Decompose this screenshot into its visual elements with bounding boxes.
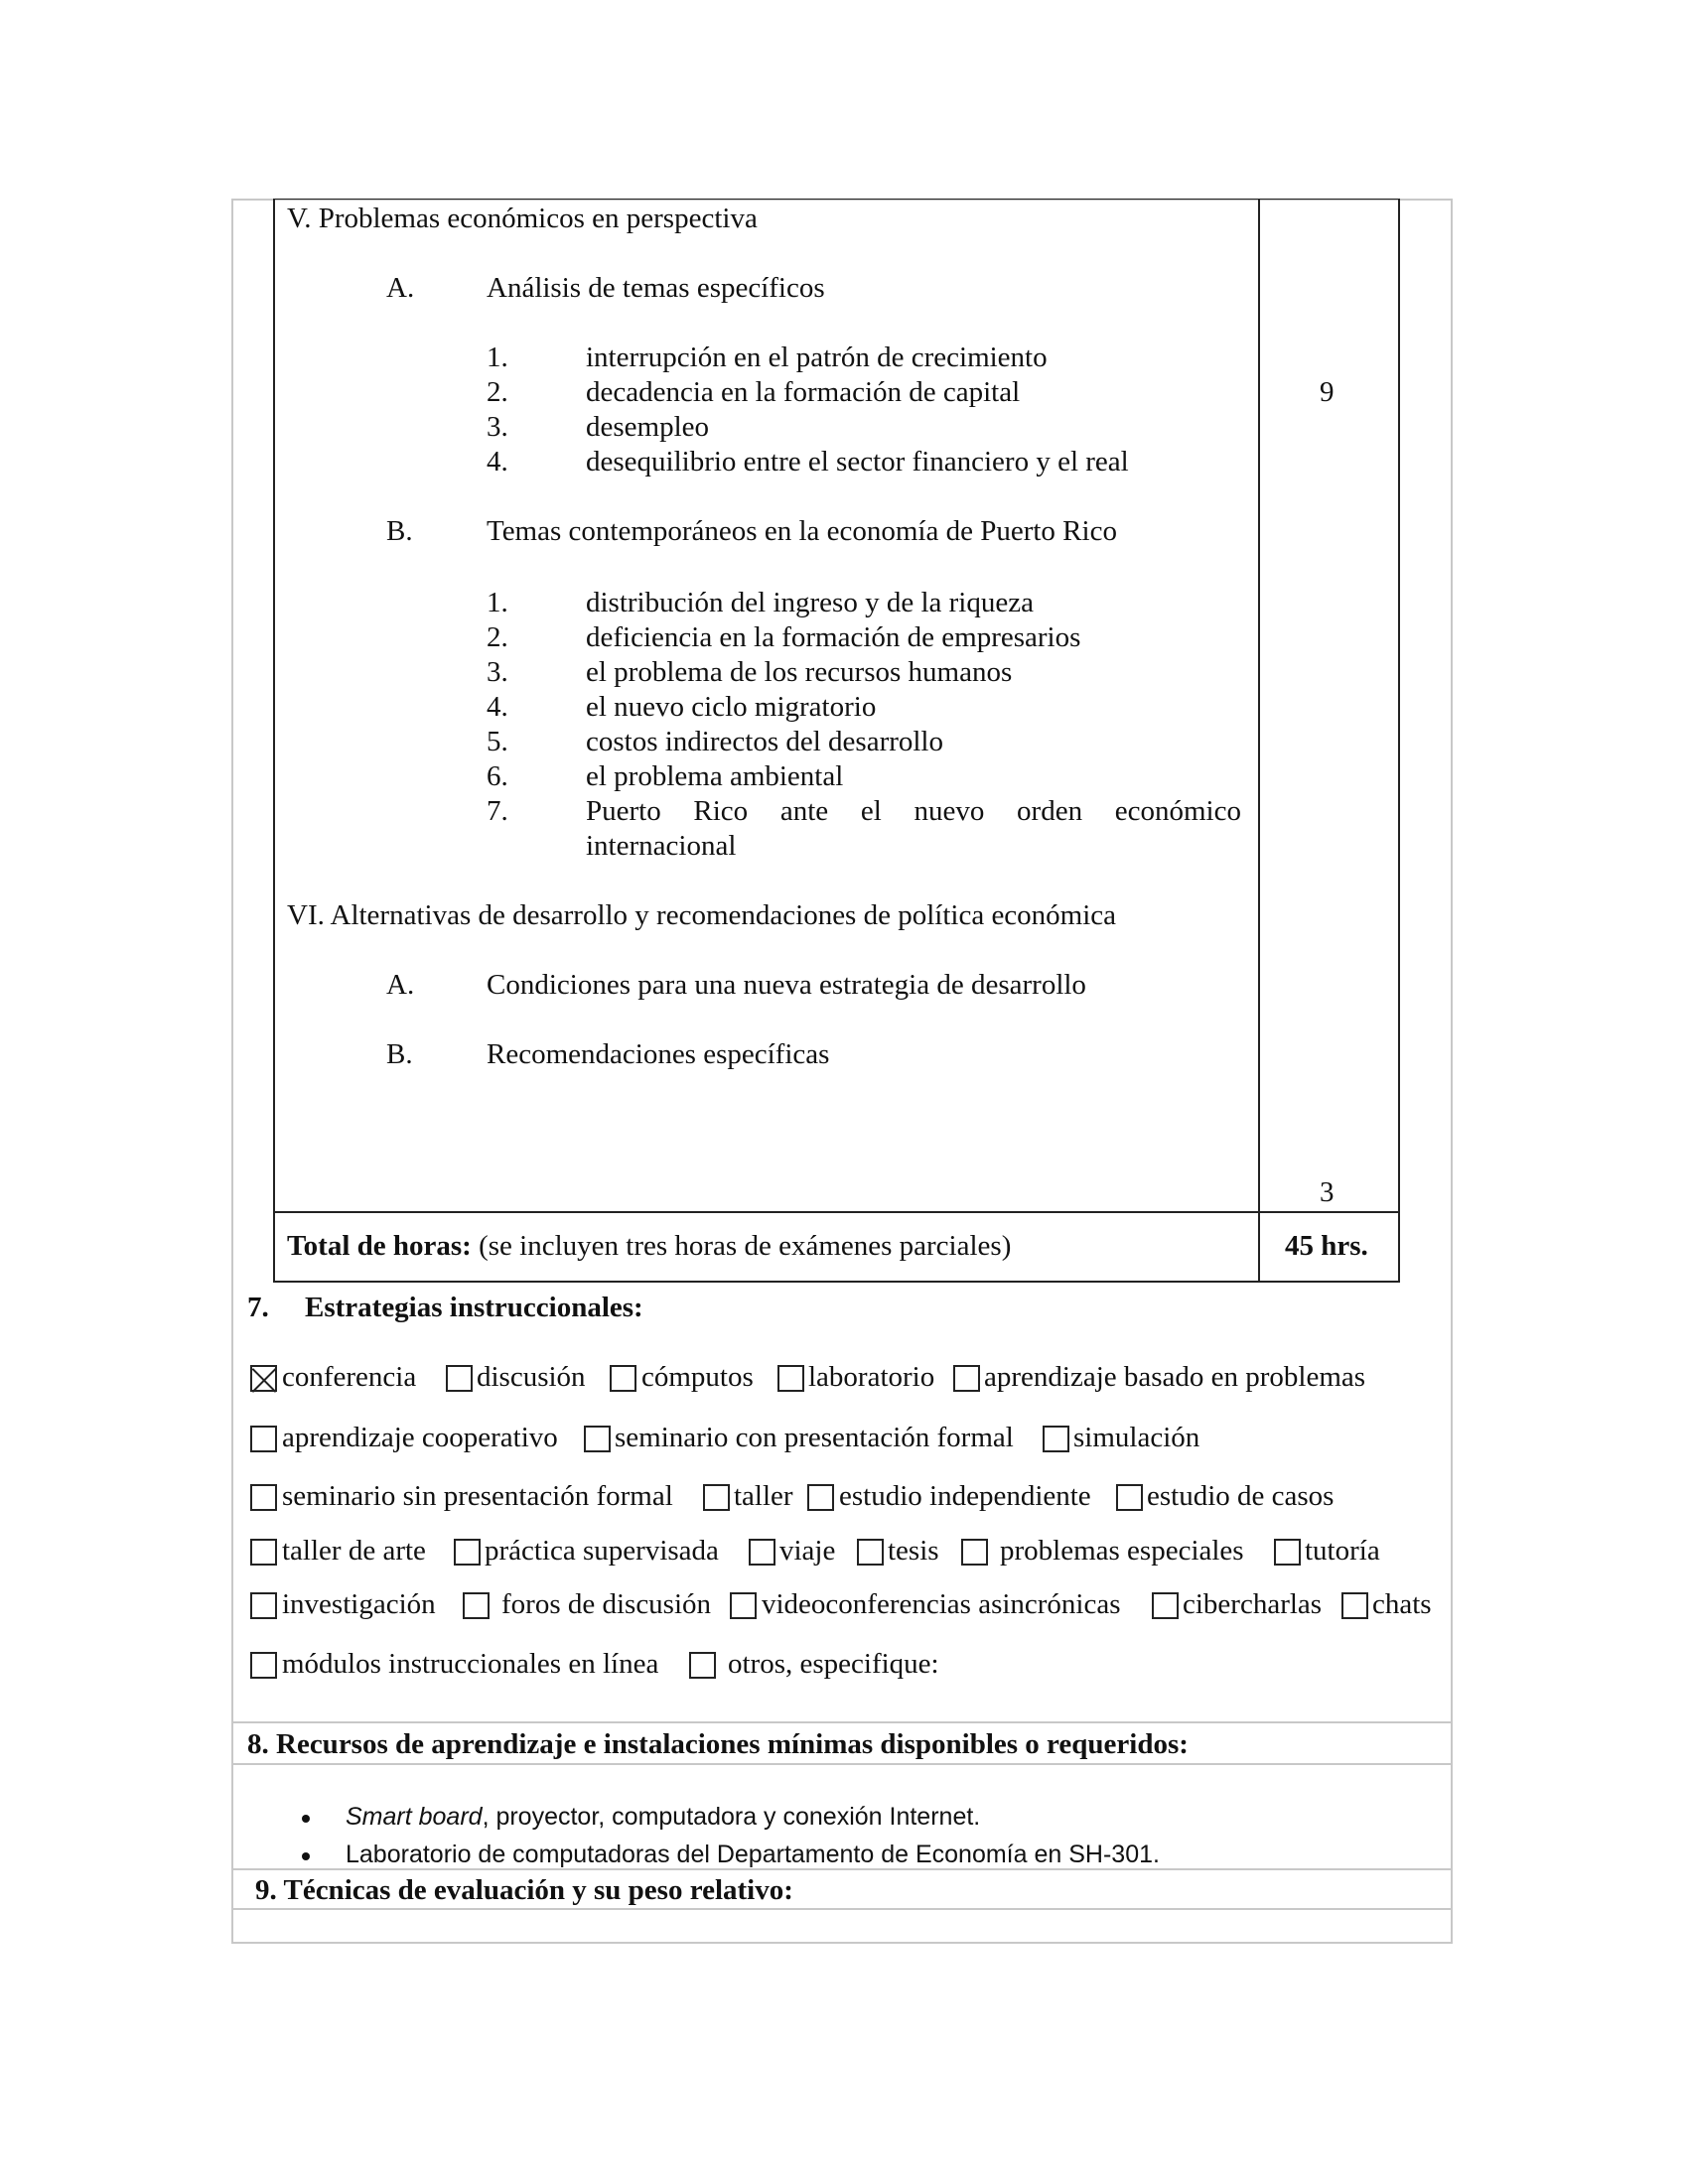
resource-item: Laboratorio de computadoras del Departamento de Economía en SH-301. (346, 1841, 1160, 1868)
checkbox-tutoria[interactable] (1274, 1539, 1301, 1566)
checkbox-cibercharlas[interactable] (1152, 1592, 1179, 1619)
list-item: desempleo (586, 411, 710, 443)
list-item-number: 1. (487, 341, 508, 373)
section-v-b-letter: B. (386, 515, 413, 547)
section-vi-a-letter: A. (386, 969, 415, 1001)
list-item-number: 2. (487, 376, 508, 408)
checkbox-label: simulación (1073, 1422, 1200, 1453)
section-8-title: 8. Recursos de aprendizaje e instalaciones mínimas disponibles o requeridos: (247, 1728, 1189, 1760)
checkbox-label: tutoría (1305, 1535, 1380, 1567)
list-item: Puerto Rico ante el nuevo orden económico (586, 795, 1241, 827)
section-v-a-letter: A. (386, 272, 415, 304)
checkbox-label: aprendizaje cooperativo (282, 1422, 558, 1453)
list-item: deficiencia en la formación de empresarios (586, 621, 1081, 653)
checkbox-seminario-sin-presentacion[interactable] (250, 1484, 277, 1511)
checkbox-label: videoconferencias asincrónicas (762, 1588, 1121, 1620)
divider (231, 1763, 1453, 1765)
checkbox-taller[interactable] (703, 1484, 730, 1511)
section-v-a-title: Análisis de temas específicos (487, 272, 825, 304)
section-vi-b-letter: B. (386, 1038, 413, 1070)
checkbox-practica-supervisada[interactable] (454, 1539, 481, 1566)
checkbox-modulos-en-linea[interactable] (250, 1652, 277, 1679)
bullet-icon (302, 1815, 310, 1823)
checkbox-simulacion[interactable] (1043, 1426, 1069, 1452)
checkbox-label: otros, especifique: (728, 1648, 939, 1680)
checkbox-estudio-independiente[interactable] (807, 1484, 834, 1511)
checkbox-label: laboratorio (808, 1361, 935, 1393)
checkbox-label: chats (1372, 1588, 1432, 1620)
checkbox-discusion[interactable] (446, 1365, 473, 1392)
section-vi-title: VI. Alternativas de desarrollo y recomendaciones de política económica (287, 899, 1117, 931)
list-item: el nuevo ciclo migratorio (586, 691, 877, 723)
divider (231, 1721, 1453, 1723)
checkbox-label: viaje (779, 1535, 836, 1567)
checkbox-label: práctica supervisada (485, 1535, 719, 1567)
list-item-number: 3. (487, 656, 508, 688)
list-item-number: 7. (487, 795, 508, 827)
divider (231, 1908, 1453, 1910)
checkbox-label: aprendizaje basado en problemas (984, 1361, 1366, 1393)
checkbox-label: módulos instruccionales en línea (282, 1648, 659, 1680)
checkbox-investigacion[interactable] (250, 1592, 277, 1619)
checkbox-chats[interactable] (1341, 1592, 1368, 1619)
checkbox-label: discusión (477, 1361, 586, 1393)
resource-item-text: , proyector, computadora y conexión Internet. (482, 1803, 981, 1831)
list-item-number: 4. (487, 446, 508, 478)
checkbox-label: seminario con presentación formal (615, 1422, 1014, 1453)
checkbox-label: estudio independiente (839, 1480, 1091, 1512)
total-hours-label (287, 1229, 1011, 1263)
checkbox-problemas-especiales[interactable] (961, 1539, 988, 1566)
hours-column-divider (1258, 199, 1260, 1283)
section-v-title: V. Problemas económicos en perspectiva (287, 203, 758, 234)
list-item: interrupción en el patrón de crecimiento (586, 341, 1048, 373)
bullet-icon (302, 1852, 310, 1860)
section-7-title: Estrategias instruccionales: (305, 1292, 643, 1323)
total-note: (se incluyen tres horas de exámenes parciales) (471, 1230, 1012, 1262)
list-item-number: 1. (487, 587, 508, 618)
list-item-continuation: internacional (586, 830, 737, 862)
list-item-number: 3. (487, 411, 508, 443)
list-item: el problema ambiental (586, 760, 844, 792)
checkbox-label: conferencia (282, 1361, 417, 1393)
checkbox-label: problemas especiales (1000, 1535, 1244, 1567)
total-hours-value: 45 hrs. (1285, 1230, 1368, 1262)
section-7-number: 7. (247, 1292, 269, 1323)
checkbox-label: foros de discusión (501, 1588, 712, 1620)
checkbox-viaje[interactable] (749, 1539, 775, 1566)
checkbox-conferencia[interactable] (250, 1365, 277, 1392)
checkbox-foros-de-discusion[interactable] (463, 1592, 490, 1619)
checkbox-tesis[interactable] (857, 1539, 884, 1566)
checkbox-label: investigación (282, 1588, 436, 1620)
hours-value-section-v: 9 (1320, 376, 1335, 408)
checkbox-videoconferencias[interactable] (730, 1592, 757, 1619)
list-item-number: 4. (487, 691, 508, 723)
checkbox-label: taller (734, 1480, 793, 1512)
hours-value-section-vi: 3 (1320, 1176, 1335, 1208)
list-item-number: 5. (487, 726, 508, 757)
checkbox-label: seminario sin presentación formal (282, 1480, 673, 1512)
checkbox-label: cibercharlas (1183, 1588, 1323, 1620)
checkbox-otros[interactable] (689, 1652, 716, 1679)
resource-item (346, 1800, 980, 1834)
resource-item-italic: Smart board (346, 1803, 483, 1831)
list-item: desequilibrio entre el sector financiero y el real (586, 446, 1129, 478)
total-label: Total de horas: (287, 1230, 472, 1262)
checkbox-computos[interactable] (610, 1365, 636, 1392)
section-9-title: 9. Técnicas de evaluación y su peso relativo: (255, 1874, 793, 1906)
checkbox-label: cómputos (641, 1361, 754, 1393)
list-item-number: 2. (487, 621, 508, 653)
section-v-b-title: Temas contemporáneos en la economía de Puerto Rico (487, 515, 1117, 547)
checkbox-aprendizaje-basado-en-problemas[interactable] (953, 1365, 980, 1392)
checkbox-laboratorio[interactable] (777, 1365, 804, 1392)
section-vi-b-title: Recomendaciones específicas (487, 1038, 830, 1070)
checkbox-aprendizaje-cooperativo[interactable] (250, 1426, 277, 1452)
list-item: distribución del ingreso y de la riqueza (586, 587, 1034, 618)
list-item: el problema de los recursos humanos (586, 656, 1013, 688)
divider (231, 1868, 1453, 1870)
checkbox-taller-de-arte[interactable] (250, 1539, 277, 1566)
checkbox-seminario-con-presentacion[interactable] (584, 1426, 611, 1452)
list-item: costos indirectos del desarrollo (586, 726, 943, 757)
checkbox-label: taller de arte (282, 1535, 426, 1567)
list-item-number: 6. (487, 760, 508, 792)
list-item: decadencia en la formación de capital (586, 376, 1021, 408)
section-vi-a-title: Condiciones para una nueva estrategia de desarrollo (487, 969, 1086, 1001)
checkbox-label: tesis (888, 1535, 939, 1567)
checkbox-estudio-de-casos[interactable] (1116, 1484, 1143, 1511)
total-row-divider (273, 1211, 1400, 1213)
checkbox-label: estudio de casos (1147, 1480, 1335, 1512)
